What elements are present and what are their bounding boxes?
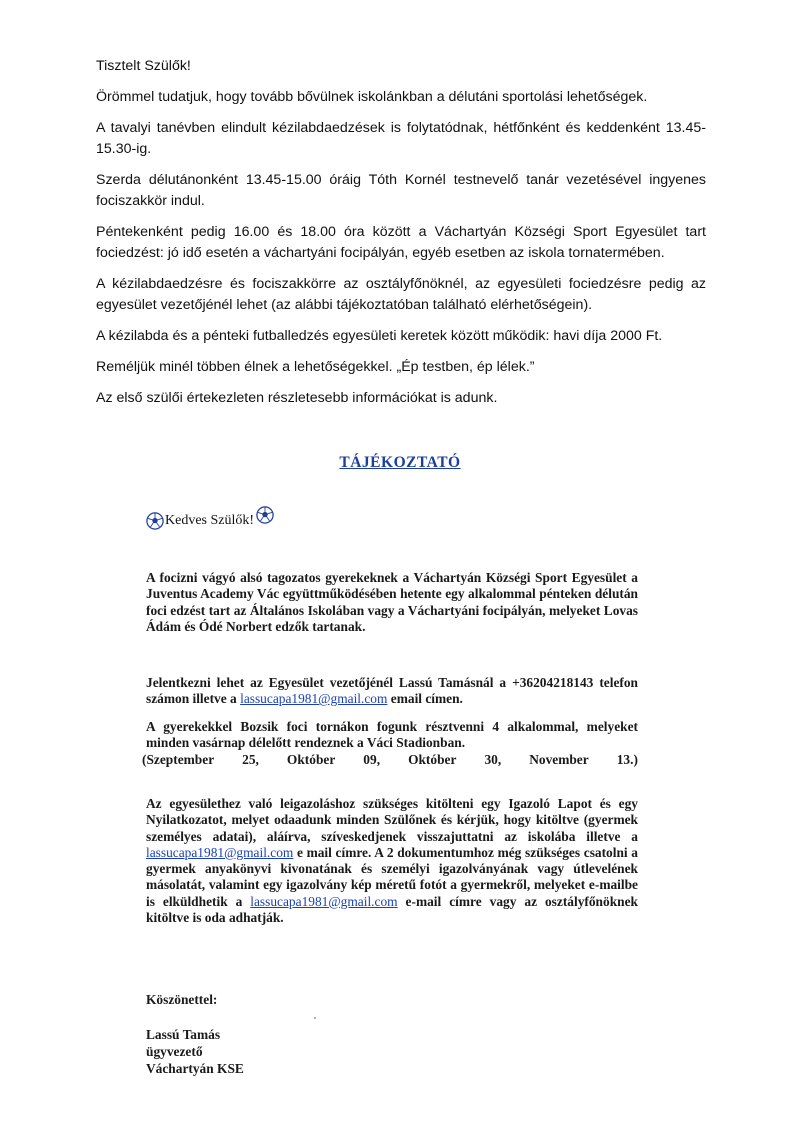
signer-role: ügyvezető (146, 1044, 203, 1059)
greeting-text: Kedves Szülők! (165, 513, 255, 528)
date-part: 25, (242, 751, 259, 767)
letter-paragraph: Reméljük minél többen élnek a lehetőségekkel. „Ép testben, ép lélek.” (96, 359, 535, 375)
soccer-ball-icon (256, 506, 274, 524)
signer-name: Lassú Tamás (146, 1027, 221, 1042)
date-part: 30, (484, 751, 502, 767)
letter-paragraph: Szerda délutánonként 13.45-15.00 óráig Tóth Kornél testnevelő tanár vezetésével ingyenes fociszakkör indul. (96, 172, 706, 209)
signature-block (146, 991, 244, 1077)
notice-title: TÁJÉKOZTATÓ (339, 454, 461, 471)
notice-text-part: e mail címre. A 2 dokumentumhoz még szükséges csatolni a gyermek anyakönyvi kivonatának és személyi igazolványának vagy útlevelének másolatát, valamint egy igazolvány kép méretű fotót a gyermekről, melyeket e-mailbe is elküldhetik a (146, 844, 638, 909)
notice-greeting (146, 512, 274, 530)
notice-text-part: Az egyesülethez való leigazoláshoz szükséges kitölteni egy Igazoló Lapot és egy Nyilatkozatot, melyet odaadunk minden Szülőnek és kérjük, hogy kitöltve (gyermek személyes adatai), aláírva, szíveskedjenek visszajuttatni az iskolába illetve a (146, 796, 638, 844)
letter-paragraph: Péntekenként pedig 16.00 és 18.00 óra között a Váchartyán Községi Sport Egyesület tart fociedzést: jó idő esetén a váchartyáni focipályán, egyéb esetben az iskola tornatermében. (96, 224, 706, 261)
date-part: 09, (363, 751, 381, 767)
letter-paragraph: A tavalyi tanévben elindult kézilabdaedzések is folytatódnak, hétfőnként és keddenként 13.45-15.30-ig. (96, 120, 706, 157)
soccer-ball-icon (146, 512, 164, 530)
letter-paragraph: A kézilabdaedzésre és fociszakkörre az osztályfőnöknél, az egyesületi fociedzésre pedig az egyesület vezetőjénél lehet (az alábbi tájékoztatóban található elérhetőségein). (96, 276, 706, 313)
date-part: November (529, 751, 589, 767)
notice-text-part: email címen. (387, 691, 463, 707)
notice-text: A gyerekekkel Bozsik foci tornákon fogunk résztvenni 4 alkalommal, melyeket minden vasárnap délelőtt rendeznek a Váci Stadionban. (146, 719, 638, 751)
notice-text (146, 796, 638, 926)
date-part: Október (408, 751, 457, 767)
email-link[interactable]: lassucapa1981@gmail.com (250, 893, 398, 909)
letter-paragraph: Örömmel tudatjuk, hogy tovább bővülnek iskolánkban a délutáni sportolási lehetőségek. (96, 89, 648, 105)
notice-paragraph-registration (146, 675, 638, 708)
email-link[interactable]: lassucapa1981@gmail.com (146, 844, 294, 860)
notice-paragraph-documents (146, 796, 638, 926)
date-part: Október (286, 751, 336, 767)
notice-paragraph-training (146, 570, 638, 635)
letter-paragraph: Az első szülői értekezleten részletesebb információkat is adunk. (96, 390, 498, 406)
notice-text-part: Jelentkezni lehet az Egyesület vezetőjénél Lassú Tamásnál a +36204218143 telefon számon illetve a (146, 675, 638, 707)
letter-salutation: Tisztelt Szülők! (96, 58, 191, 74)
scan-speck (314, 1017, 316, 1019)
closing-text: Köszönettel: (146, 992, 218, 1007)
notice-text (146, 675, 638, 708)
notice-text: A focizni vágyó alsó tagozatos gyerekeknek a Váchartyán Községi Sport Egyesület a Juventus Academy Vác együttműködésében hetente egy alkalommal pénteken délután foci edzést tart az Általános Iskolában vagy a Váchartyáni focipályán, melyeket Lovas Ádám és Ódé Norbert edzők tartanak. (146, 570, 638, 634)
date-part: 13.) (616, 751, 638, 767)
parent-letter (96, 56, 706, 419)
letter-paragraph: A kézilabda és a pénteki futballedzés egyesületi keretek között működik: havi díja 2000 Ft. (96, 328, 663, 344)
notice-paragraph-tournaments (142, 719, 638, 768)
tournament-dates (142, 752, 638, 768)
notice-text-part: e-mail címre vagy az osztályfőnöknek kitöltve is oda adhatják. (146, 893, 638, 926)
date-part: (Szeptember (142, 751, 215, 767)
signer-organization: Váchartyán KSE (146, 1061, 244, 1076)
email-link[interactable]: lassucapa1981@gmail.com (240, 691, 388, 707)
